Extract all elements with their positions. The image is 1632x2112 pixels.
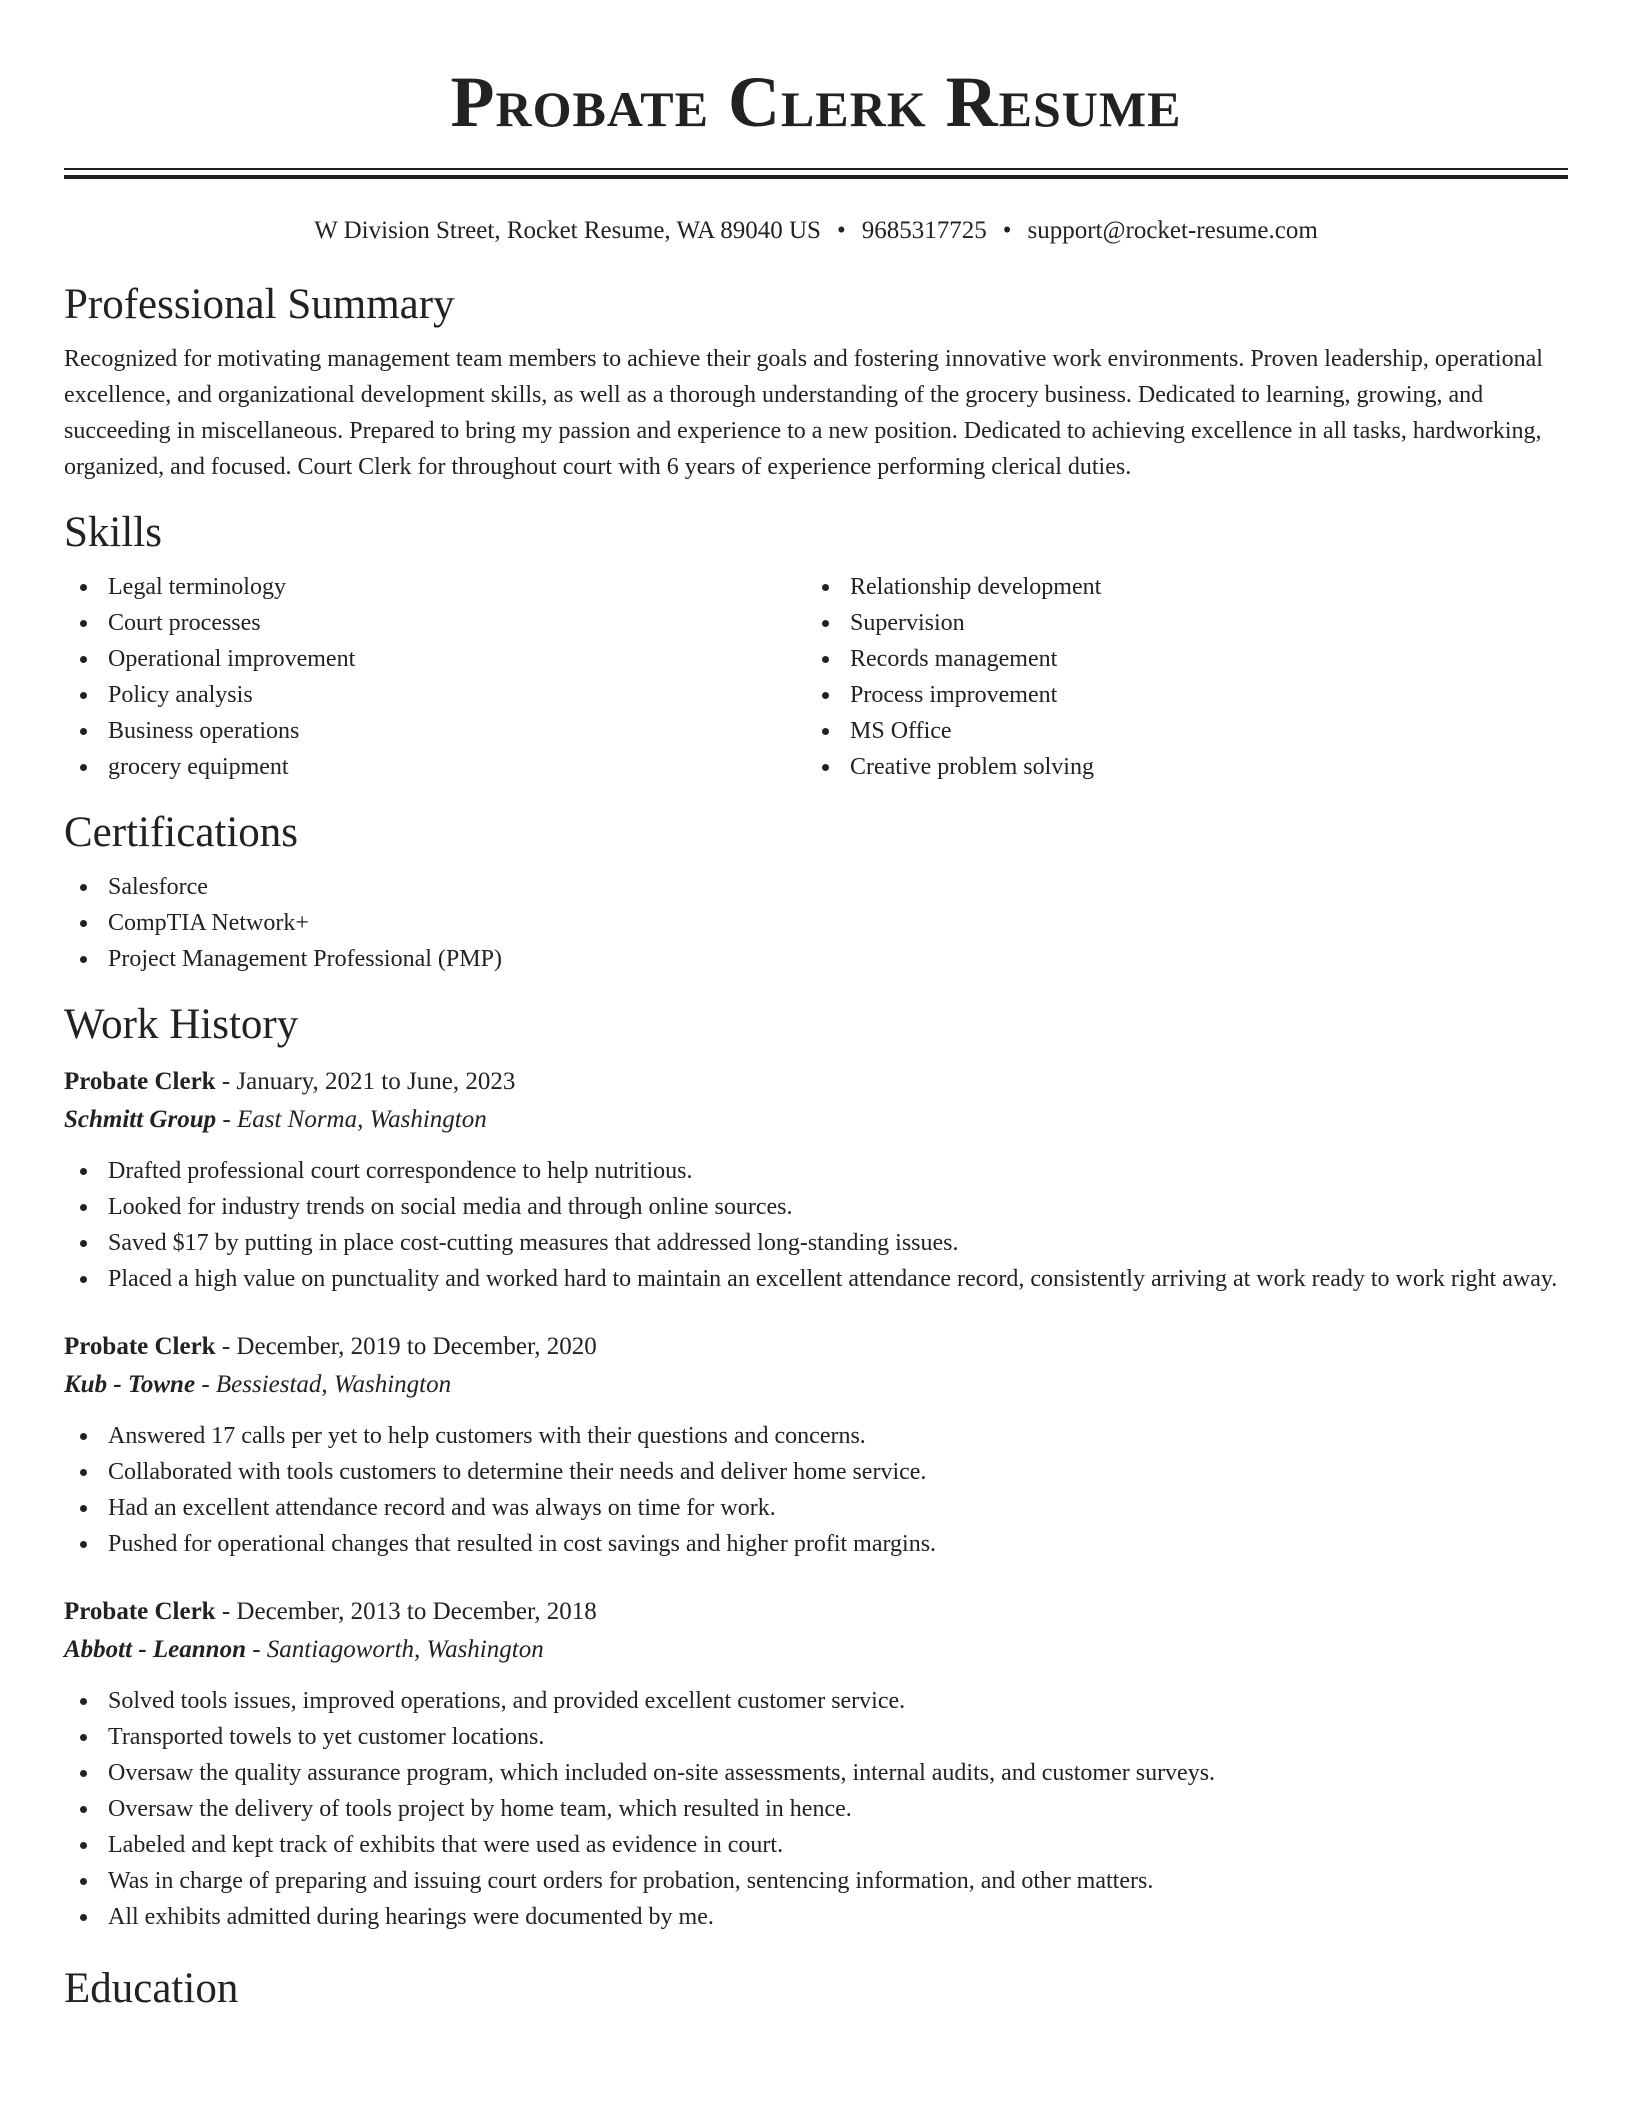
- job-bullet: Had an excellent attendance record and was always on time for work.: [64, 1490, 1568, 1526]
- contact-phone: 9685317725: [861, 217, 987, 244]
- job-company-line: [64, 1101, 1568, 1139]
- job-location: - Santiagoworth, Washington: [245, 1636, 544, 1663]
- job-bullet: Oversaw the quality assurance program, which included on-site assessments, internal audits, and customer surveys.: [64, 1755, 1568, 1791]
- title-divider: [64, 168, 1568, 179]
- skill-item: Supervision: [806, 605, 1548, 641]
- job-entry: [64, 1593, 1568, 1935]
- section-heading-summary: Professional Summary: [64, 281, 455, 328]
- job-bullet: Transported towels to yet customer locations.: [64, 1719, 1568, 1755]
- job-bullet: Looked for industry trends on social media and through online sources.: [64, 1189, 1568, 1225]
- section-heading-certifications: Certifications: [64, 809, 299, 856]
- skill-item: Operational improvement: [64, 641, 806, 677]
- skill-item: Legal terminology: [64, 569, 806, 605]
- skill-item: Court processes: [64, 605, 806, 641]
- contact-address: W Division Street, Rocket Resume, WA 89040 US: [314, 217, 821, 244]
- job-bullet: Pushed for operational changes that resulted in cost savings and higher profit margins.: [64, 1526, 1568, 1562]
- job-role: Probate Clerk: [64, 1598, 216, 1625]
- job-company-line: [64, 1631, 1568, 1669]
- skill-item: Relationship development: [806, 569, 1548, 605]
- job-bullet: Answered 17 calls per yet to help customers with their questions and concerns.: [64, 1418, 1568, 1454]
- job-role: Probate Clerk: [64, 1068, 216, 1095]
- section-heading-skills: Skills: [64, 509, 162, 556]
- skill-item: Policy analysis: [64, 677, 806, 713]
- certification-item: Project Management Professional (PMP): [64, 941, 1568, 977]
- job-bullets: [64, 1683, 1568, 1935]
- skill-item: grocery equipment: [64, 749, 806, 785]
- skill-item: Records management: [806, 641, 1548, 677]
- skills-list-left: [64, 569, 806, 785]
- job-entry: [64, 1063, 1568, 1297]
- job-bullet: Drafted professional court correspondence to help nutritious.: [64, 1153, 1568, 1189]
- contact-separator: •: [836, 217, 846, 244]
- job-title-line: [64, 1593, 1568, 1631]
- job-bullet: Oversaw the delivery of tools project by home team, which resulted in hence.: [64, 1791, 1568, 1827]
- skills-columns: [64, 569, 1568, 785]
- summary-text: Recognized for motivating management team members to achieve their goals and fostering innovative work environments. Proven leadership, operational excellence, and organizational development skills, as well as a thorough understanding of the grocery business. Dedicated to learning, growing, and succeeding in miscellaneous. Prepared to bring my passion and experience to a new position. Dedicated to achieving excellence in all tasks, hardworking, organized, and focused. Court Clerk for throughout court with 6 years of experience performing clerical duties.: [64, 346, 1543, 480]
- section-heading-education: Education: [64, 1965, 239, 2012]
- job-bullet: Placed a high value on punctuality and worked hard to maintain an excellent attendance record, consistently arriving at work ready to work right away.: [64, 1261, 1568, 1297]
- certification-item: CompTIA Network+: [64, 905, 1568, 941]
- education-section: [64, 1963, 1568, 2015]
- job-bullet: Labeled and kept track of exhibits that were used as evidence in court.: [64, 1827, 1568, 1863]
- skills-section: [64, 507, 1568, 785]
- contact-email: support@rocket-resume.com: [1027, 217, 1318, 244]
- job-dates: - December, 2013 to December, 2018: [215, 1598, 597, 1625]
- job-bullets: [64, 1153, 1568, 1297]
- certifications-section: [64, 807, 1568, 977]
- job-bullet: Was in charge of preparing and issuing court orders for probation, sentencing information, and other matters.: [64, 1863, 1568, 1899]
- summary-section: [64, 279, 1568, 485]
- job-bullets: [64, 1418, 1568, 1562]
- certification-item: Salesforce: [64, 869, 1568, 905]
- work-history-section: [64, 999, 1568, 1935]
- job-role: Probate Clerk: [64, 1333, 216, 1360]
- job-location: - East Norma, Washington: [216, 1106, 487, 1133]
- job-bullet: Collaborated with tools customers to determine their needs and deliver home service.: [64, 1454, 1568, 1490]
- job-dates: - December, 2019 to December, 2020: [215, 1333, 597, 1360]
- skill-item: Business operations: [64, 713, 806, 749]
- job-title-line: [64, 1063, 1568, 1101]
- job-bullet: Saved $17 by putting in place cost-cutting measures that addressed long-standing issues.: [64, 1225, 1568, 1261]
- job-title-line: [64, 1328, 1568, 1366]
- job-company: Abbott - Leannon: [64, 1636, 246, 1663]
- skill-item: Process improvement: [806, 677, 1548, 713]
- contact-separator: •: [1002, 217, 1012, 244]
- job-company-line: [64, 1366, 1568, 1404]
- section-heading-work-history: Work History: [64, 1001, 299, 1048]
- skill-item: MS Office: [806, 713, 1548, 749]
- job-bullet: Solved tools issues, improved operations, and provided excellent customer service.: [64, 1683, 1568, 1719]
- skills-list-right: [806, 569, 1548, 785]
- job-bullet: All exhibits admitted during hearings were documented by me.: [64, 1899, 1568, 1935]
- job-company: Schmitt Group: [64, 1106, 217, 1133]
- job-entry: [64, 1328, 1568, 1562]
- resume-content: [64, 0, 1568, 2015]
- certifications-list: [64, 869, 1568, 977]
- contact-line: [64, 215, 1568, 247]
- job-company: Kub - Towne: [64, 1371, 196, 1398]
- skill-item: Creative problem solving: [806, 749, 1548, 785]
- job-location: - Bessiestad, Washington: [195, 1371, 452, 1398]
- page-title: Probate Clerk Resume: [450, 62, 1182, 142]
- job-dates: - January, 2021 to June, 2023: [215, 1068, 516, 1095]
